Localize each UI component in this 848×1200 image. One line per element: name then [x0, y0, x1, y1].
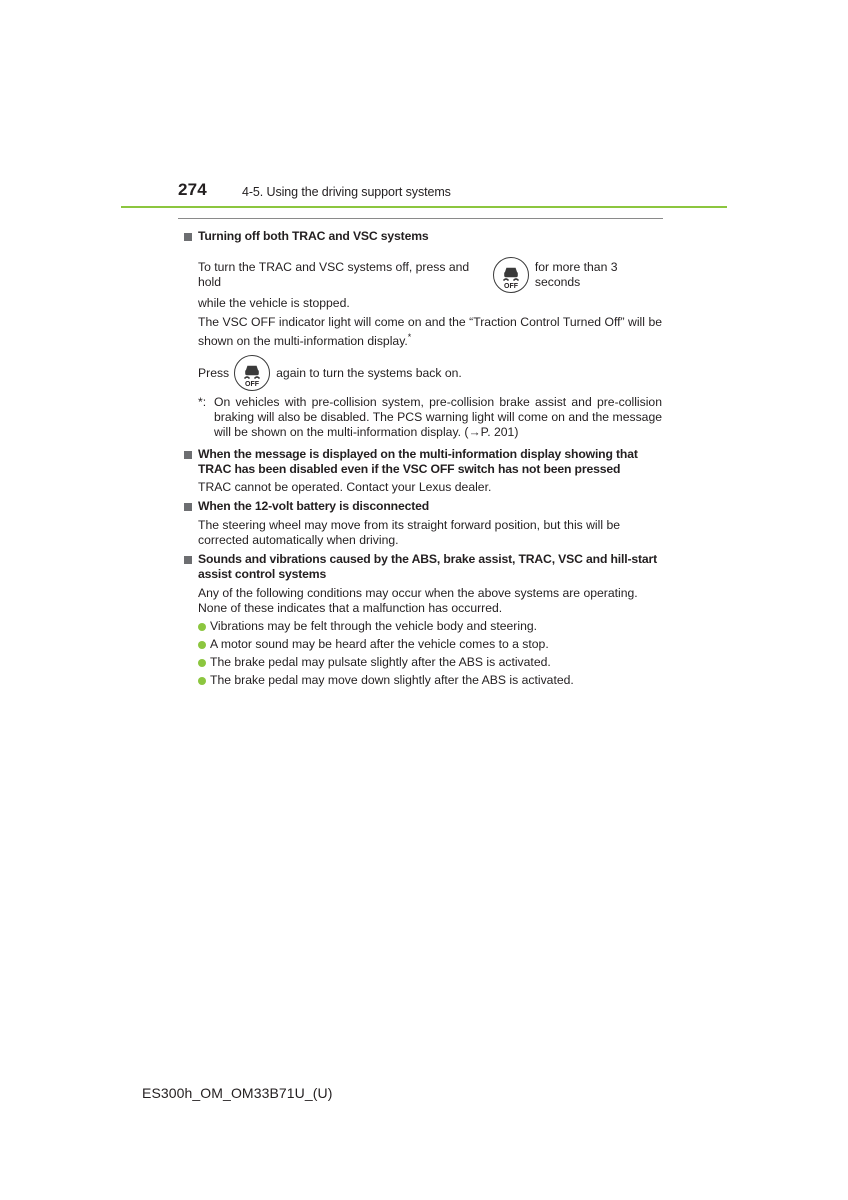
- vsc-off-button-icon: [234, 355, 270, 391]
- heading-sounds-vibrations: Sounds and vibrations caused by the ABS, brake assist, TRAC, VSC and hill-start assist control systems: [184, 552, 662, 582]
- bullet-dot-icon: [198, 677, 206, 685]
- paragraph-conditions: Any of the following conditions may occur when the above systems are operating.: [198, 586, 638, 601]
- footnote-pcs: *: On vehicles with pre-collision system, pre-collision brake assist and pre-collision braking will also be disabled. The PCS warning light will come on and the message will be shown on the multi-information display. (→P. 201): [198, 395, 662, 440]
- list-item: The brake pedal may move down slightly after the ABS is activated.: [184, 673, 662, 688]
- press-again-line: Press OFF again to turn the systems back on.: [198, 355, 662, 391]
- square-bullet-icon: [184, 451, 192, 459]
- bullet-dot-icon: [198, 623, 206, 631]
- svg-text:OFF: OFF: [245, 381, 260, 389]
- document-code: ES300h_OM_OM33B71U_(U): [142, 1085, 333, 1101]
- vsc-off-button-icon: [493, 257, 529, 293]
- paragraph-vsc-off-indicator: The VSC OFF indicator light will come on and the “Traction Control Turned Off” will be shown on the multi-information display.*: [198, 315, 662, 349]
- list-item: The brake pedal may pulsate slightly after the ABS is activated.: [184, 655, 662, 670]
- page-content: [184, 229, 662, 688]
- paragraph-while-stopped: while the vehicle is stopped.: [198, 296, 350, 310]
- heading-trac-disabled-message: When the message is displayed on the multi-information display showing that TRAC has been disabled even if the VSC OFF switch has not been pressed: [184, 447, 662, 477]
- bullet-dot-icon: [198, 641, 206, 649]
- content-divider: [178, 218, 663, 219]
- heading-battery-disconnected: When the 12-volt battery is disconnected: [184, 499, 662, 514]
- square-bullet-icon: [184, 233, 192, 241]
- paragraph-trac-cannot-operate: TRAC cannot be operated. Contact your Lexus dealer.: [198, 480, 492, 495]
- page-number: 274: [178, 180, 207, 199]
- svg-text:OFF: OFF: [503, 283, 518, 290]
- list-item: Vibrations may be felt through the vehicle body and steering.: [184, 619, 662, 634]
- paragraph-no-malfunction: None of these indicates that a malfunction has occurred.: [198, 601, 503, 616]
- header-divider: [121, 206, 727, 208]
- press-and-hold-line: To turn the TRAC and VSC systems off, press and hold OFF for more than 3 seconds: [198, 257, 662, 293]
- square-bullet-icon: [184, 503, 192, 511]
- paragraph-steering-wheel: The steering wheel may move from its straight forward position, but this will be corrected automatically when driving.: [198, 518, 620, 548]
- square-bullet-icon: [184, 556, 192, 564]
- page-header: [178, 180, 727, 206]
- list-item: A motor sound may be heard after the vehicle comes to a stop.: [184, 637, 662, 652]
- section-title: 4-5. Using the driving support systems: [242, 185, 451, 199]
- bullet-dot-icon: [198, 659, 206, 667]
- heading-turning-off-trac-vsc: Turning off both TRAC and VSC systems: [184, 229, 662, 244]
